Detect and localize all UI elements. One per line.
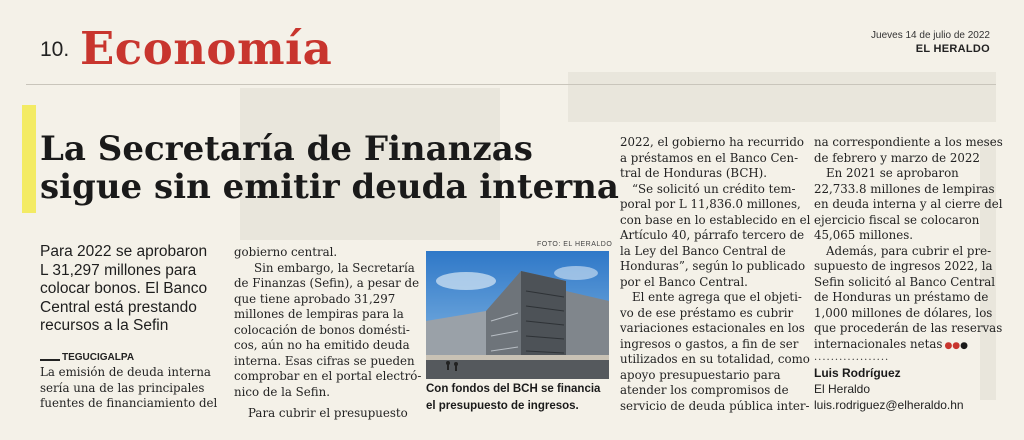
end-mark-icon: ●● (944, 340, 961, 351)
body-line: Artículo 40, párrafo tercero de (620, 228, 805, 242)
subhead-line: recursos a la Sefin (40, 317, 169, 334)
body-line: 45,065 millones. (814, 228, 914, 242)
body-line: sería una de las principales (40, 380, 205, 395)
newspaper-name: EL HERALDO (915, 43, 990, 55)
body-line: fuentes de financiamiento del (40, 396, 218, 410)
subhead-line: colocar bonos. El Banco (40, 280, 208, 297)
body-line: apoyo presupuestario para (620, 367, 781, 382)
highlighter-mark (22, 105, 36, 213)
body-line: colocación de bonos domésti- (234, 322, 410, 337)
body-line: atender los compromisos de (620, 383, 789, 397)
body-line: servicio de deuda pública inter- (620, 398, 810, 413)
body-line: gobierno central. (234, 245, 338, 259)
body-line: nico de la Sefin. (234, 384, 330, 399)
page-number: 10. (40, 38, 70, 61)
body-line: La emisión de deuda interna (40, 365, 211, 379)
body-line: 2022, el gobierno ha recurrido (620, 135, 804, 149)
section-title: Economía (80, 22, 333, 75)
body-line: comprobar en el portal electró- (234, 369, 422, 383)
body-line: Sin embargo, la Secretaría (254, 260, 415, 275)
end-mark-icon: ● (960, 340, 969, 351)
body-column-1 (40, 365, 217, 412)
body-line: que procederán de las reservas (814, 321, 1003, 335)
body-line: de Honduras un préstamo de (814, 290, 989, 304)
headline (40, 129, 619, 207)
subhead (40, 243, 240, 336)
headline-line: La Secretaría de Finanzas (40, 129, 533, 169)
subhead-line: Central está prestando (40, 298, 197, 316)
body-column-3 (620, 135, 810, 414)
author-outlet: El Heraldo (814, 382, 871, 396)
body-line: “Se solicitó un crédito tem- (632, 181, 796, 196)
headline-line: sigue sin emitir deuda interna (40, 167, 619, 207)
body-line: El ente agrega que el objeti- (632, 290, 802, 304)
author-email[interactable]: luis.rodriguez@elheraldo.hn (814, 398, 964, 412)
subhead-line: L 31,297 millones para (40, 261, 197, 279)
body-line: de febrero y marzo de 2022 (814, 150, 980, 165)
body-line: supuesto de ingresos 2022, la (814, 259, 993, 273)
body-line: vo de ese préstamo es cubrir (620, 305, 794, 320)
bleed-through-right (568, 72, 996, 122)
body-line: por el Banco Central. (620, 274, 748, 289)
body-line: tral de Honduras (BCH). (620, 166, 767, 180)
body-line: la Ley del Banco Central de (620, 243, 786, 258)
body-line: cos, aún no ha emitido deuda (234, 338, 410, 352)
body-line: interna. Esas cifras se pueden (234, 353, 415, 368)
body-line: de Finanzas (Sefin), a pesar de (234, 276, 420, 290)
body-line: Además, para cubrir el pre- (826, 243, 992, 258)
body-column-4 (814, 135, 1003, 354)
body-line: millones de lempiras para la (234, 307, 404, 321)
body-line: Sefin solicitó al Banco Central (814, 274, 996, 289)
caption-line: Con fondos del BCH se financia (426, 383, 601, 395)
body-column-2 (234, 245, 421, 422)
body-line: utilizados en su totalidad, como (620, 352, 810, 366)
subhead-line: Para 2022 se aprobaron (40, 243, 208, 260)
body-line: con base en lo establecido en el (620, 212, 811, 227)
body-line: variaciones estacionales en los (620, 321, 805, 335)
header-divider (26, 84, 996, 85)
photo-credit: FOTO: EL HERALDO (537, 241, 613, 248)
body-line: que tiene aprobado 31,297 (234, 291, 396, 306)
body-line: poral por L 11,836.0 millones, (620, 197, 801, 211)
body-line: en deuda interna y al cierre del (814, 197, 1003, 211)
body-line: ingresos o gastos, a fin de ser (620, 336, 799, 351)
body-line: Para cubrir el presupuesto (248, 406, 408, 420)
dateline: TEGUCIGALPA (62, 352, 135, 363)
body-line: na correspondiente a los meses (814, 135, 1003, 149)
body-line: ejercicio fiscal se colocaron (814, 212, 980, 227)
body-line: 1,000 millones de dólares, los (814, 305, 993, 320)
photo-caption (426, 381, 616, 415)
dateline-rule (40, 359, 60, 361)
author-name: Luis Rodríguez (814, 366, 901, 380)
signature-dots: .................. (814, 352, 890, 363)
body-line: Honduras”, según lo publicado (620, 259, 806, 273)
body-line: a préstamos en el Banco Cen- (620, 150, 799, 165)
body-line-text: internacionales netas (814, 336, 943, 351)
body-line: 22,733.8 millones de lempiras (814, 181, 995, 196)
issue-date: Jueves 14 de julio de 2022 (871, 30, 990, 41)
body-line: En 2021 se aprobaron (826, 166, 959, 180)
caption-line: el presupuesto de ingresos. (426, 400, 579, 412)
building-photo (426, 251, 609, 379)
